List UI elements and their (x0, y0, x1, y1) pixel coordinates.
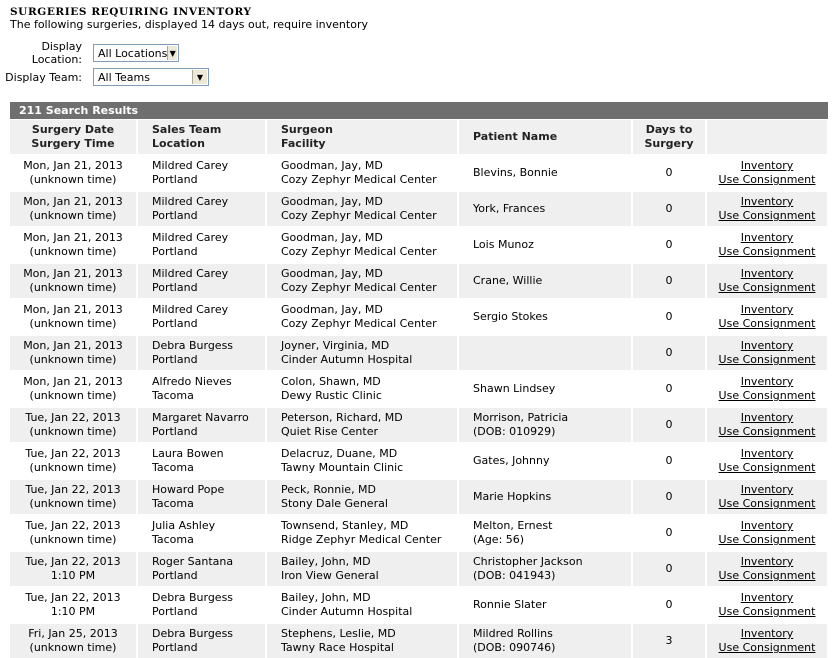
actions-cell (706, 443, 828, 479)
table-row (10, 443, 828, 479)
days-to-surgery-cell (632, 155, 706, 191)
location: Tacoma (152, 533, 194, 546)
sales-team: Debra Burgess (152, 339, 234, 352)
surgery-time: 1:10 PM (50, 605, 96, 618)
actions-cell (706, 515, 828, 551)
surgeon: Goodman, Jay, MD (281, 159, 383, 172)
column-header-patient-name: Patient Name (458, 120, 632, 155)
surgery-date-cell (10, 227, 137, 263)
team-filter-label: Display Team: (5, 70, 82, 84)
location: Portland (152, 605, 198, 618)
table-row (10, 623, 828, 658)
days-to-surgery: 0 (665, 346, 673, 359)
actions-cell (706, 551, 828, 587)
actions-cell (706, 155, 828, 191)
sales-team: Alfredo Nieves (152, 375, 232, 388)
patient-cell (458, 407, 632, 443)
surgery-date: Mon, Jan 21, 2013 (23, 195, 123, 208)
sales-team-cell (137, 263, 266, 299)
days-to-surgery-cell (632, 551, 706, 587)
surgeon: Townsend, Stanley, MD (281, 519, 409, 532)
actions-cell (706, 371, 828, 407)
use-consignment-link[interactable]: Use Consignment (718, 461, 816, 474)
actions-cell (706, 299, 828, 335)
surgery-date: Tue, Jan 22, 2013 (25, 591, 121, 604)
use-consignment-link[interactable]: Use Consignment (718, 497, 816, 510)
sales-team: Mildred Carey (152, 159, 229, 172)
location: Tacoma (152, 497, 194, 510)
surgery-date: Fri, Jan 25, 2013 (28, 627, 118, 640)
location: Tacoma (152, 461, 194, 474)
surgery-time: 1:10 PM (50, 569, 96, 582)
patient-name: Sergio Stokes (473, 310, 548, 323)
surgery-date-cell (10, 479, 137, 515)
patient-name: Mildred Rollins (473, 627, 553, 640)
surgery-date-cell (10, 587, 137, 623)
chevron-down-icon[interactable]: ▼ (167, 46, 177, 60)
sales-team: Margaret Navarro (152, 411, 249, 424)
use-consignment-link[interactable]: Use Consignment (718, 353, 816, 366)
patient-cell (458, 227, 632, 263)
actions-cell (706, 191, 828, 227)
days-to-surgery: 0 (665, 454, 673, 467)
column-header-surgery-date: Surgery Date Surgery Time (10, 120, 137, 155)
inventory-link[interactable]: Inventory (740, 447, 794, 460)
days-to-surgery: 0 (665, 526, 673, 539)
location: Portland (152, 569, 198, 582)
surgery-date: Mon, Jan 21, 2013 (23, 375, 123, 388)
use-consignment-link[interactable]: Use Consignment (718, 281, 816, 294)
column-header-days-to-surgery: Days to Surgery (632, 120, 706, 155)
table-row (10, 299, 828, 335)
patient-cell (458, 443, 632, 479)
surgeon: Colon, Shawn, MD (281, 375, 381, 388)
surgery-time: (unknown time) (29, 353, 117, 366)
inventory-link[interactable]: Inventory (740, 519, 794, 532)
patient-cell (458, 371, 632, 407)
facility: Dewy Rustic Clinic (281, 389, 382, 402)
surgeon-cell (266, 335, 458, 371)
table-row (10, 191, 828, 227)
use-consignment-link[interactable]: Use Consignment (718, 533, 816, 546)
surgery-date: Mon, Jan 21, 2013 (23, 303, 123, 316)
table-row (10, 227, 828, 263)
patient-cell (458, 155, 632, 191)
facility: Cozy Zephyr Medical Center (281, 209, 437, 222)
surgeon: Bailey, John, MD (281, 591, 371, 604)
facility: Tawny Mountain Clinic (281, 461, 404, 474)
inventory-link[interactable]: Inventory (740, 231, 794, 244)
patient-cell (458, 299, 632, 335)
surgery-time: (unknown time) (29, 173, 117, 186)
days-to-surgery-cell (632, 515, 706, 551)
days-to-surgery: 0 (665, 274, 673, 287)
patient-cell (458, 335, 632, 371)
table-row (10, 551, 828, 587)
surgery-date: Tue, Jan 22, 2013 (25, 555, 121, 568)
sales-team-cell (137, 587, 266, 623)
sales-team-cell (137, 335, 266, 371)
facility: Quiet Rise Center (281, 425, 378, 438)
inventory-link[interactable]: Inventory (740, 483, 794, 496)
table-header-row (10, 120, 828, 155)
inventory-link[interactable]: Inventory (740, 555, 794, 568)
inventory-link[interactable]: Inventory (740, 375, 794, 388)
location: Portland (152, 641, 198, 654)
surgeon-cell (266, 551, 458, 587)
patient-name: Crane, Willie (473, 274, 543, 287)
location-select[interactable] (93, 44, 179, 62)
surgeon-cell (266, 443, 458, 479)
inventory-link[interactable]: Inventory (740, 591, 794, 604)
sales-team: Laura Bowen (152, 447, 224, 460)
inventory-link[interactable]: Inventory (740, 303, 794, 316)
column-header-sales-team: Sales Team Location (137, 120, 266, 155)
surgery-date: Tue, Jan 22, 2013 (25, 519, 121, 532)
use-consignment-link[interactable]: Use Consignment (718, 605, 816, 618)
patient-cell (458, 515, 632, 551)
surgeon: Goodman, Jay, MD (281, 195, 383, 208)
table-row (10, 587, 828, 623)
inventory-link[interactable]: Inventory (740, 411, 794, 424)
page-title: SURGERIES REQUIRING INVENTORY (10, 6, 252, 18)
surgery-date-cell (10, 623, 137, 658)
surgery-time: (unknown time) (29, 281, 117, 294)
sales-team-cell (137, 443, 266, 479)
days-to-surgery: 3 (665, 634, 673, 647)
days-to-surgery: 0 (665, 490, 673, 503)
days-to-surgery: 0 (665, 382, 673, 395)
facility: Ridge Zephyr Medical Center (281, 533, 442, 546)
actions-cell (706, 479, 828, 515)
patient-cell (458, 551, 632, 587)
sales-team: Mildred Carey (152, 195, 229, 208)
sales-team: Mildred Carey (152, 303, 229, 316)
patient-name: Shawn Lindsey (473, 382, 556, 395)
surgery-date: Tue, Jan 22, 2013 (25, 411, 121, 424)
sales-team: Mildred Carey (152, 267, 229, 280)
actions-cell (706, 263, 828, 299)
surgeon-cell (266, 371, 458, 407)
use-consignment-link[interactable]: Use Consignment (718, 425, 816, 438)
location: Portland (152, 425, 198, 438)
facility: Iron View General (281, 569, 379, 582)
inventory-link[interactable]: Inventory (740, 267, 794, 280)
sales-team-cell (137, 299, 266, 335)
location-select-value: All Locations (98, 46, 168, 60)
surgeon: Peck, Ronnie, MD (281, 483, 377, 496)
days-to-surgery: 0 (665, 202, 673, 215)
surgery-date-cell (10, 299, 137, 335)
use-consignment-link[interactable]: Use Consignment (718, 173, 816, 186)
patient-name: Gates, Johnny (473, 454, 550, 467)
column-header-surgeon: Surgeon Facility (266, 120, 458, 155)
surgeon-cell (266, 299, 458, 335)
results-count-bar: 211 Search Results (10, 102, 828, 119)
actions-cell (706, 407, 828, 443)
sales-team-cell (137, 191, 266, 227)
surgeon-cell (266, 515, 458, 551)
sales-team-cell (137, 155, 266, 191)
use-consignment-link[interactable]: Use Consignment (718, 389, 816, 402)
actions-cell (706, 335, 828, 371)
patient-cell (458, 191, 632, 227)
team-select[interactable] (93, 68, 209, 86)
surgery-time: (unknown time) (29, 497, 117, 510)
location: Tacoma (152, 389, 194, 402)
sales-team: Julia Ashley (152, 519, 216, 532)
surgeon-cell (266, 155, 458, 191)
table-row (10, 155, 828, 191)
use-consignment-link[interactable]: Use Consignment (718, 317, 816, 330)
patient-detail: (DOB: 090746) (473, 641, 556, 654)
days-to-surgery-cell (632, 227, 706, 263)
sales-team-cell (137, 371, 266, 407)
table-row (10, 263, 828, 299)
sales-team: Mildred Carey (152, 231, 229, 244)
surgeon: Bailey, John, MD (281, 555, 371, 568)
surgeon-cell (266, 191, 458, 227)
sales-team: Debra Burgess (152, 591, 234, 604)
surgery-date-cell (10, 551, 137, 587)
surgeon-cell (266, 407, 458, 443)
surgery-date: Mon, Jan 21, 2013 (23, 339, 123, 352)
location: Portland (152, 281, 198, 294)
surgery-date: Tue, Jan 22, 2013 (25, 483, 121, 496)
surgeon-cell (266, 263, 458, 299)
facility: Cozy Zephyr Medical Center (281, 173, 437, 186)
patient-name: Blevins, Bonnie (473, 166, 558, 179)
surgeon-cell (266, 623, 458, 658)
patient-cell (458, 263, 632, 299)
patient-cell (458, 479, 632, 515)
days-to-surgery-cell (632, 371, 706, 407)
days-to-surgery-cell (632, 263, 706, 299)
results-table (10, 120, 829, 658)
patient-name: Ronnie Slater (473, 598, 547, 611)
days-to-surgery: 0 (665, 598, 673, 611)
surgery-time: (unknown time) (29, 317, 117, 330)
surgery-date: Mon, Jan 21, 2013 (23, 231, 123, 244)
sales-team-cell (137, 479, 266, 515)
surgeon: Joyner, Virginia, MD (281, 339, 390, 352)
actions-cell (706, 227, 828, 263)
inventory-link[interactable]: Inventory (740, 627, 794, 640)
surgery-time: (unknown time) (29, 425, 117, 438)
table-row (10, 371, 828, 407)
surgeon-cell (266, 227, 458, 263)
location-filter-row (0, 40, 179, 66)
patient-name: Christopher Jackson (473, 555, 583, 568)
table-row (10, 479, 828, 515)
patient-cell (458, 587, 632, 623)
surgeon: Goodman, Jay, MD (281, 267, 383, 280)
facility: Cozy Zephyr Medical Center (281, 245, 437, 258)
use-consignment-link[interactable]: Use Consignment (718, 245, 816, 258)
actions-cell (706, 587, 828, 623)
days-to-surgery-cell (632, 299, 706, 335)
team-filter-row (0, 67, 209, 87)
location: Portland (152, 173, 198, 186)
days-to-surgery-cell (632, 623, 706, 658)
days-to-surgery: 0 (665, 418, 673, 431)
inventory-link[interactable]: Inventory (740, 339, 794, 352)
days-to-surgery: 0 (665, 562, 673, 575)
table-row (10, 335, 828, 371)
days-to-surgery-cell (632, 407, 706, 443)
surgery-time: (unknown time) (29, 641, 117, 654)
actions-cell (706, 623, 828, 658)
surgeon: Goodman, Jay, MD (281, 231, 383, 244)
location: Portland (152, 209, 198, 222)
sales-team-cell (137, 407, 266, 443)
team-select-value: All Teams (98, 70, 150, 84)
sales-team-cell (137, 623, 266, 658)
surgery-date-cell (10, 335, 137, 371)
days-to-surgery: 0 (665, 166, 673, 179)
use-consignment-link[interactable]: Use Consignment (718, 569, 816, 582)
patient-detail: (DOB: 010929) (473, 425, 556, 438)
page-subtitle: The following surgeries, displayed 14 days out, require inventory (10, 18, 368, 31)
patient-cell (458, 623, 632, 658)
use-consignment-link[interactable]: Use Consignment (718, 209, 816, 222)
days-to-surgery: 0 (665, 238, 673, 251)
facility: Cinder Autumn Hospital (281, 353, 413, 366)
inventory-link[interactable]: Inventory (740, 195, 794, 208)
table-row (10, 515, 828, 551)
location: Portland (152, 317, 198, 330)
surgeon: Stephens, Leslie, MD (281, 627, 396, 640)
sales-team: Roger Santana (152, 555, 234, 568)
facility: Cozy Zephyr Medical Center (281, 281, 437, 294)
table-row (10, 407, 828, 443)
patient-name: Melton, Ernest (473, 519, 553, 532)
sales-team: Debra Burgess (152, 627, 234, 640)
surgeon: Peterson, Richard, MD (281, 411, 403, 424)
days-to-surgery-cell (632, 479, 706, 515)
patient-name: York, Frances (473, 202, 546, 215)
surgery-date-cell (10, 371, 137, 407)
patient-name: Morrison, Patricia (473, 411, 569, 424)
surgery-time: (unknown time) (29, 461, 117, 474)
facility: Cinder Autumn Hospital (281, 605, 413, 618)
location: Portland (152, 245, 198, 258)
patient-name: Marie Hopkins (473, 490, 552, 503)
facility: Cozy Zephyr Medical Center (281, 317, 437, 330)
location: Portland (152, 353, 198, 366)
facility: Stony Dale General (281, 497, 388, 510)
surgery-date-cell (10, 443, 137, 479)
days-to-surgery-cell (632, 191, 706, 227)
surgery-time: (unknown time) (29, 245, 117, 258)
surgeon-cell (266, 479, 458, 515)
facility: Tawny Race Hospital (281, 641, 394, 654)
sales-team: Howard Pope (152, 483, 225, 496)
surgery-time: (unknown time) (29, 209, 117, 222)
days-to-surgery-cell (632, 443, 706, 479)
sales-team-cell (137, 227, 266, 263)
surgery-date-cell (10, 155, 137, 191)
surgery-date-cell (10, 515, 137, 551)
surgery-date-cell (10, 263, 137, 299)
column-header-actions (706, 120, 828, 155)
patient-detail: (Age: 56) (473, 533, 525, 546)
surgery-time: (unknown time) (29, 533, 117, 546)
chevron-down-icon[interactable]: ▼ (192, 70, 207, 84)
surgeon: Goodman, Jay, MD (281, 303, 383, 316)
surgeon: Delacruz, Duane, MD (281, 447, 398, 460)
use-consignment-link[interactable]: Use Consignment (718, 641, 816, 654)
surgery-date: Tue, Jan 22, 2013 (25, 447, 121, 460)
surgery-date: Mon, Jan 21, 2013 (23, 159, 123, 172)
surgery-date-cell (10, 191, 137, 227)
surgery-date: Mon, Jan 21, 2013 (23, 267, 123, 280)
surgery-date-cell (10, 407, 137, 443)
sales-team-cell (137, 515, 266, 551)
sales-team-cell (137, 551, 266, 587)
patient-name: Lois Munoz (473, 238, 534, 251)
surgery-time: (unknown time) (29, 389, 117, 402)
days-to-surgery-cell (632, 587, 706, 623)
location-filter-label: Display Location: (31, 40, 82, 66)
inventory-link[interactable]: Inventory (740, 159, 794, 172)
surgeon-cell (266, 587, 458, 623)
days-to-surgery-cell (632, 335, 706, 371)
days-to-surgery: 0 (665, 310, 673, 323)
patient-detail: (DOB: 041943) (473, 569, 556, 582)
